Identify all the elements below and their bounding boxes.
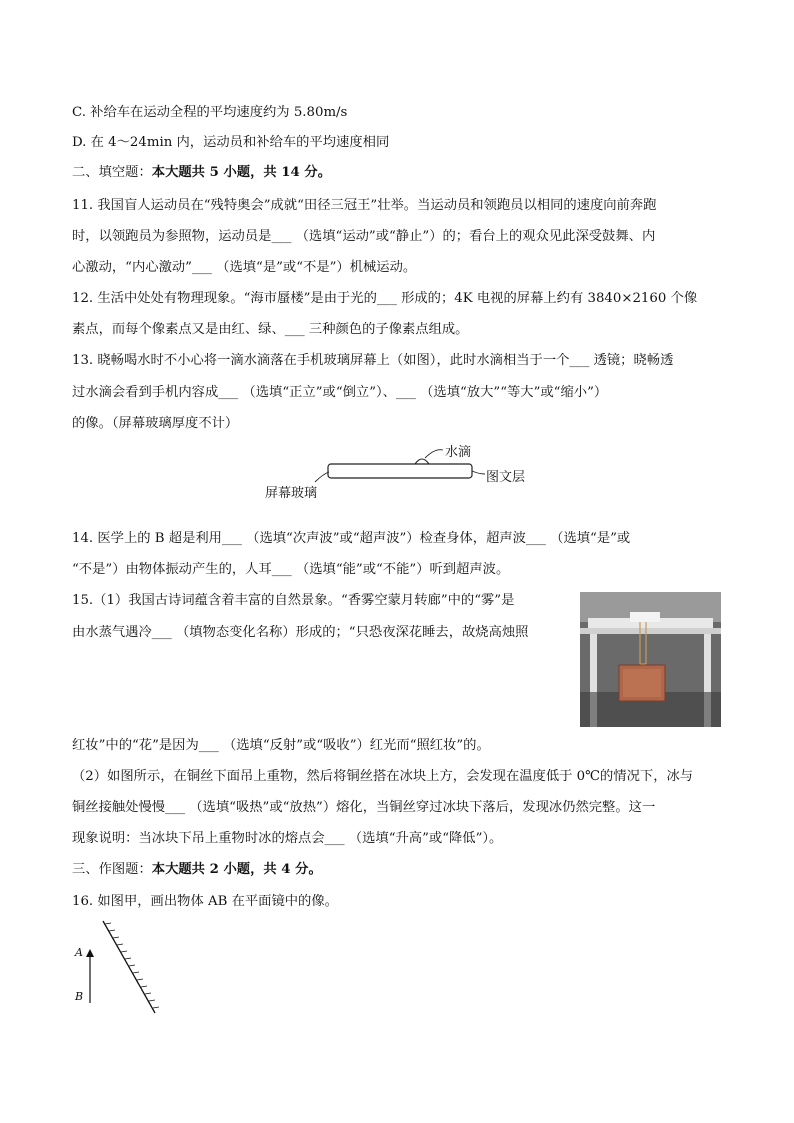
q15-line-3: 红妆”中的“花”是因为___ （选填“反射”或“吸收”）红光而“照红妆”的。 (72, 738, 490, 753)
plane-mirror-diagram (70, 915, 170, 1020)
option-d: D. 在 4～24min 内，运动员和补给车的平均速度相同 (72, 135, 390, 150)
q11-line-1: 11. 我国盲人运动员在“残特奥会”成就“田径三冠王”壮举。当运动员和领跑员以相同的速度向前奔跑 (72, 198, 657, 213)
drop-leader-line (425, 450, 443, 458)
ice-photo-illustration (580, 592, 721, 727)
q15-line-4: （2）如图所示，在铜丝下面吊上重物，然后将铜丝搭在冰块上方，会发现在温度低于 0℃的情况下，冰与 (72, 769, 694, 784)
screen-glass-shape (328, 464, 472, 478)
q13-line-2: 过水滴会看到手机内容成___ （选填“正立”或“倒立”）、___ （选填“放大”“等大”或“缩小”） (72, 385, 608, 400)
layer-leader-line (472, 471, 485, 474)
section-3-detail: 本大题共 2 小题，共 4 分。 (151, 862, 322, 877)
section-3-prefix: 三、作图题： (72, 862, 152, 877)
section-2-heading (72, 164, 331, 182)
label-image-layer: 图文层 (486, 470, 526, 485)
q11-line-3: 心激动，“内心激动”___ （选填“是”或“不是”）机械运动。 (72, 260, 417, 275)
arrow-head (86, 949, 94, 957)
q13-line-1: 13. 晓畅喝水时不小心将一滴水滴落在手机玻璃屏幕上（如图），此时水滴相当于一个___ 透镜；晓畅透 (72, 353, 674, 368)
q15-line-1: 15.（1）我国古诗词蕴含着丰富的自然景象。“香雾空蒙月转廊”中的“雾”是 (72, 593, 515, 608)
q15-line-5: 铜丝接触处慢慢___ （选填“吸热”或“放热”）熔化，当铜丝穿过冰块下落后，发现冰仍然完整。这一 (72, 800, 656, 815)
mirror-hatching (105, 923, 159, 1008)
label-point-b: B (75, 990, 84, 1003)
q16-line-1: 16. 如图甲，画出物体 AB 在平面镜中的像。 (72, 894, 338, 909)
water-drop-shape (415, 459, 429, 464)
section-2-detail: 本大题共 5 小题，共 14 分。 (151, 165, 332, 180)
q12-line-1: 12. 生活中处处有物理现象。“海市蜃楼”是由于光的___ 形成的；4K 电视的屏幕上约有 3840×2160 个像 (72, 291, 698, 306)
glass-leader-line (315, 472, 329, 482)
label-water-drop: 水滴 (445, 445, 472, 460)
q13-line-3: 的像。（屏幕玻璃厚度不计） (72, 416, 239, 431)
water-drop-figure (265, 438, 545, 502)
q15-line-6: 现象说明：当冰块下吊上重物时冰的熔点会___ （选填“升高”或“降低”）。 (72, 831, 503, 846)
q12-line-2: 素点，而每个像素点又是由红、绿、___ 三种颜色的子像素点组成。 (72, 322, 469, 337)
q14-line-1: 14. 医学上的 B 超是利用___ （选填“次声波”或“超声波”）检查身体，超声波___ （选填“是”或 (72, 531, 631, 546)
section-3-heading (72, 861, 322, 879)
label-screen-glass: 屏幕玻璃 (265, 486, 318, 501)
q15-line-2: 由水蒸气遇冷___ （填物态变化名称）形成的；“只恐夜深花睡去，故烧高烛照 (72, 625, 529, 640)
ice-copper-wire-photo (580, 592, 721, 727)
option-c: C. 补给车在运动全程的平均速度约为 5.80m/s (72, 105, 348, 120)
mirror-line (103, 921, 155, 1013)
plane-mirror-figure (70, 915, 170, 1020)
q11-line-2: 时，以领跑员为参照物，运动员是___ （选填“运动”或“静止”）的；看台上的观众见此深受鼓舞、内 (72, 229, 656, 244)
label-point-a: A (75, 946, 83, 959)
q14-line-2: “不是”）由物体振动产生的，人耳___ （选填“能”或“不能”）听到超声波。 (72, 562, 510, 577)
section-2-prefix: 二、填空题： (72, 165, 152, 180)
